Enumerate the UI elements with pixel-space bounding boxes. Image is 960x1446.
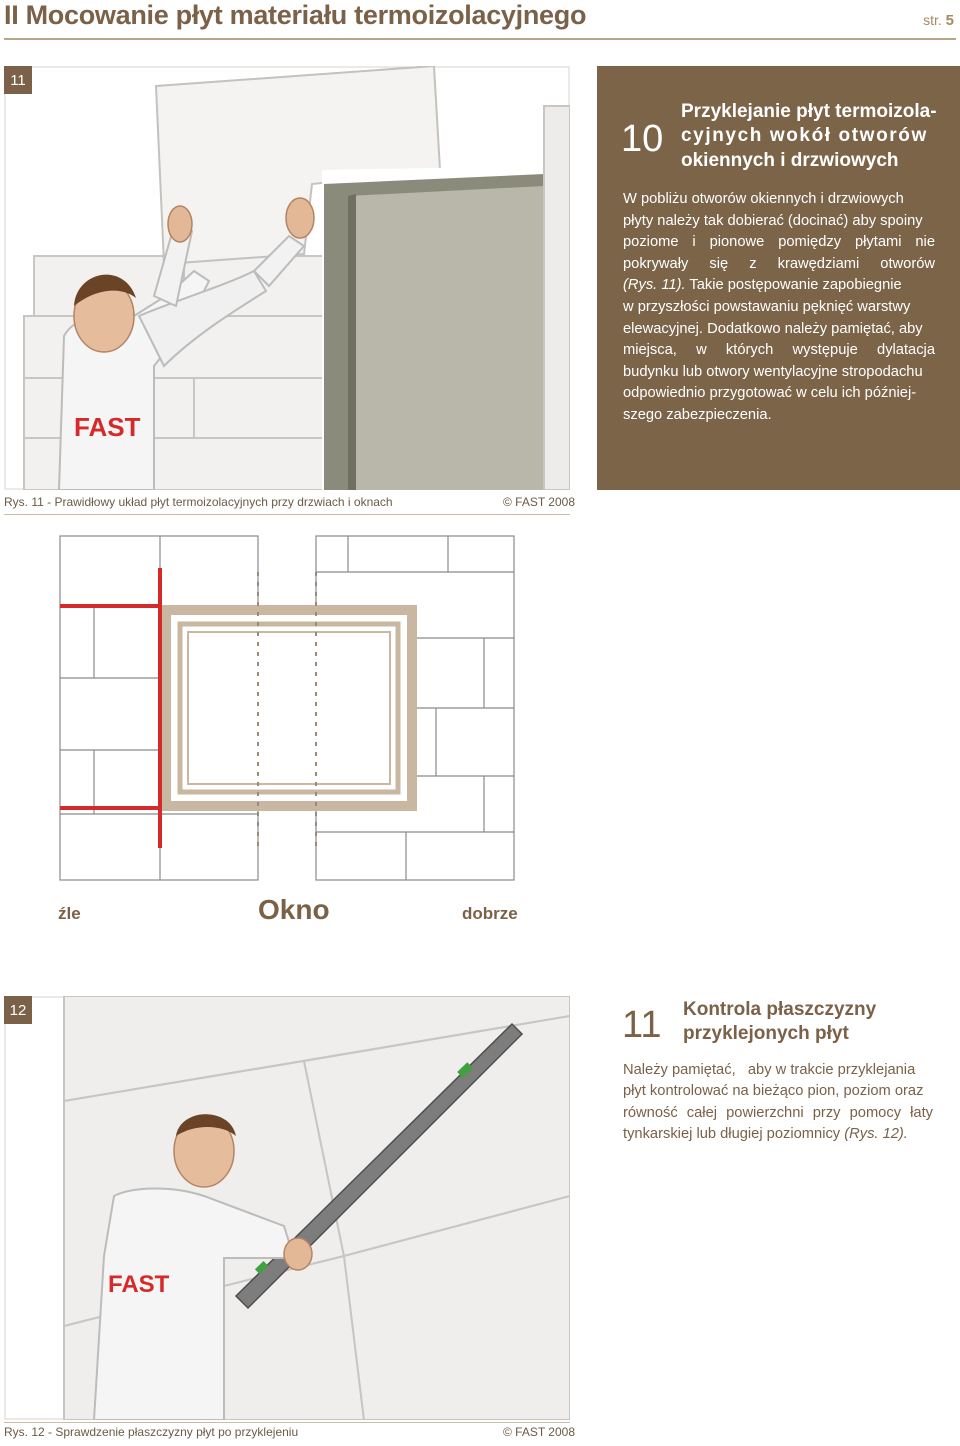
body-line: miejsca, w których występuje dylatacja: [623, 342, 935, 359]
section-10-title: [681, 100, 951, 173]
figure-12-caption: Rys. 12 - Sprawdzenie płaszczyzny płyt po przyklejeniu: [4, 1425, 299, 1439]
body-line-text: tynkarskiej lub długiej poziomnicy: [623, 1125, 845, 1142]
body-line: płyt kontrolować na bieżąco pion, poziom oraz: [623, 1083, 924, 1100]
section-10-title-line: cyjnych wokół otworów: [681, 125, 928, 147]
figure-12-illustration: [4, 996, 570, 1420]
section-10-title-line: okiennych i drzwiowych: [681, 149, 899, 171]
body-line: pokrywały się z krawędziami otworów: [623, 255, 935, 272]
figure-11-caption: Rys. 11 - Prawidłowy układ płyt termoizolacyjnych przy drzwiach i oknach: [4, 495, 393, 509]
page-number-prefix: str.: [923, 12, 942, 28]
page-number: [923, 12, 954, 29]
section-11-title-line: przyklejonych płyt: [683, 1023, 849, 1045]
page-title: II Mocowanie płyt materiału termoizolacyjnego: [4, 0, 587, 30]
fast-logo: FAST: [74, 412, 141, 442]
body-line: W pobliżu otworów okiennych i drzwiowych: [623, 191, 904, 207]
caption-divider: [4, 1422, 570, 1423]
section-10-title-line: Przyklejanie płyt termoizola-: [681, 101, 937, 122]
figure-11-badge: 11: [4, 66, 32, 94]
body-line: równość całej powierzchni przy pomocy łaty: [623, 1104, 933, 1121]
fast-logo: FAST: [108, 1271, 170, 1298]
body-line: [623, 275, 935, 297]
label-window: Okno: [258, 894, 330, 925]
body-line: szego zabezpieczenia.: [623, 407, 772, 424]
body-line: odpowiednio przygotować w celu ich później-: [623, 385, 917, 402]
body-line: [623, 1124, 933, 1145]
section-10-number: 10: [621, 118, 664, 160]
section-11-number: 11: [622, 1004, 662, 1046]
label-good: dobrze: [462, 904, 518, 923]
body-line: w przyszłości powstawaniu pęknięć warstwy: [623, 299, 911, 316]
body-line: budynku lub otwory wentylacyjne stropodachu: [623, 363, 923, 380]
figure-reference: (Rys. 12).: [844, 1125, 908, 1142]
section-10-panel: [597, 66, 960, 490]
body-line: poziome i pionowe pomiędzy płytami nie: [623, 234, 935, 251]
section-11-title-line: Kontrola płaszczyzny: [683, 999, 877, 1020]
body-line: elewacyjnej. Dodatkowo należy pamiętać, aby: [623, 320, 923, 337]
section-11-body: [623, 1060, 933, 1145]
caption-divider: [4, 514, 570, 515]
label-bad: źle: [58, 904, 81, 923]
header-rule: [4, 38, 956, 40]
page-number-value: 5: [945, 12, 954, 29]
figure-reference: (Rys. 11).: [623, 277, 686, 294]
section-10-body: [623, 189, 935, 427]
figure-11-copyright: © FAST 2008: [503, 495, 575, 509]
body-line-text: Takie postępowanie zapobiegnie: [685, 277, 902, 294]
figure-12-badge: 12: [4, 996, 32, 1024]
window-joint-diagram: [56, 532, 518, 884]
body-line: Należy pamiętać, aby w trakcie przyklejania: [623, 1062, 916, 1078]
figure-12-copyright: © FAST 2008: [503, 1425, 575, 1439]
section-11-title: [683, 998, 943, 1047]
figure-11-illustration: [4, 66, 570, 490]
body-line: płyty należy tak dobierać (docinać) aby spoiny: [623, 212, 923, 229]
